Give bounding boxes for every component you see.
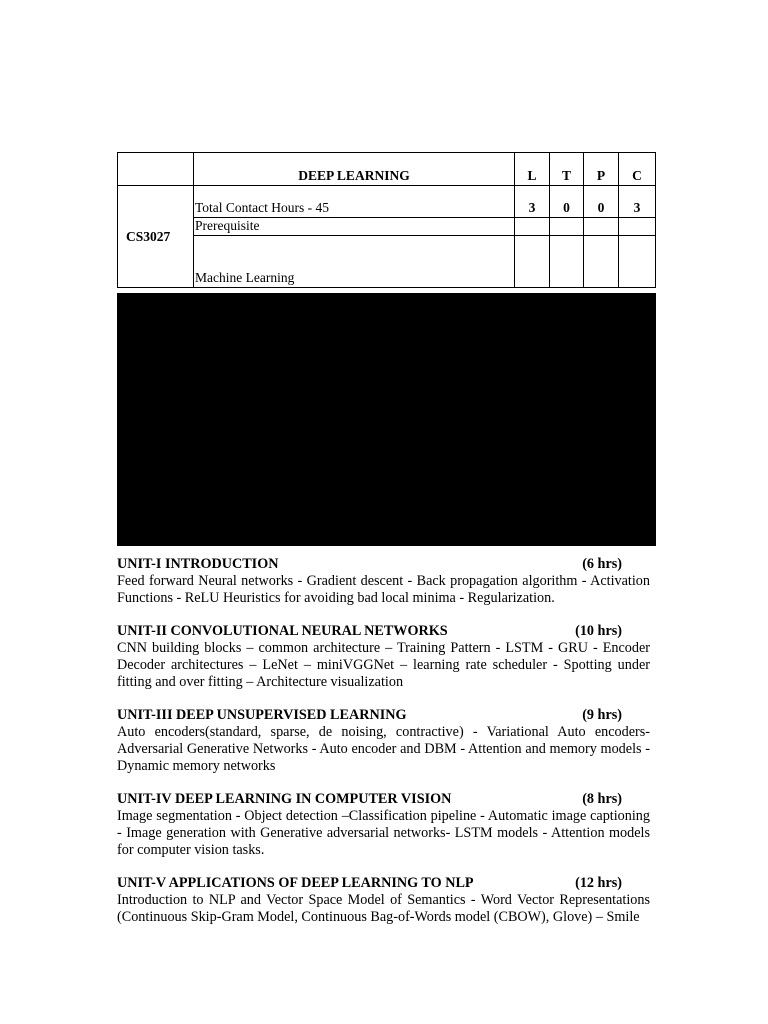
unit-hours: (8 hrs) xyxy=(582,791,622,807)
units-section xyxy=(117,556,650,942)
unit-hours: (12 hrs) xyxy=(575,875,622,891)
course-code: CS3027 xyxy=(118,186,194,288)
unit-title: UNIT-V APPLICATIONS OF DEEP LEARNING TO NLP xyxy=(117,875,474,891)
unit-hours: (10 hrs) xyxy=(575,623,622,639)
empty-cell xyxy=(619,236,656,288)
unit-title: UNIT-II CONVOLUTIONAL NEURAL NETWORKS xyxy=(117,623,448,639)
unit-5 xyxy=(117,875,650,926)
ltpc-value-t: 0 xyxy=(550,186,584,218)
ltpc-header-t: T xyxy=(550,153,584,186)
unit-heading xyxy=(117,791,650,808)
unit-heading xyxy=(117,556,650,573)
course-header-table xyxy=(117,152,656,288)
unit-body: CNN building blocks – common architecture – Training Pattern - LSTM - GRU - Encoder Decoder architectures – LeNet – miniVGGNet – learning rate scheduler - Spotting under fitting and over fitting – Architecture visualization xyxy=(117,640,650,690)
ltpc-header-p: P xyxy=(584,153,619,186)
empty-cell xyxy=(550,218,584,236)
unit-4 xyxy=(117,791,650,859)
unit-title: UNIT-III DEEP UNSUPERVISED LEARNING xyxy=(117,707,407,723)
unit-heading xyxy=(117,623,650,640)
prerequisite-value: Machine Learning xyxy=(194,236,515,288)
empty-cell xyxy=(550,236,584,288)
prerequisite-label: Prerequisite xyxy=(194,218,515,236)
unit-body: Introduction to NLP and Vector Space Model of Semantics - Word Vector Representations (Continuous Skip-Gram Model, Continuous Bag-of-Words model (CBOW), Glove) – Smile xyxy=(117,892,650,925)
empty-code-cell xyxy=(118,153,194,186)
ltpc-header-l: L xyxy=(515,153,550,186)
unit-2 xyxy=(117,623,650,691)
course-title: DEEP LEARNING xyxy=(194,153,515,186)
empty-cell xyxy=(515,236,550,288)
contact-hours: Total Contact Hours - 45 xyxy=(194,186,515,218)
unit-title: UNIT-I INTRODUCTION xyxy=(117,556,279,572)
empty-cell xyxy=(515,218,550,236)
ltpc-value-l: 3 xyxy=(515,186,550,218)
unit-body: Feed forward Neural networks - Gradient descent - Back propagation algorithm - Activation Functions - ReLU Heuristics for avoiding bad local minima - Regularization. xyxy=(117,573,650,606)
unit-3 xyxy=(117,707,650,775)
ltpc-value-p: 0 xyxy=(584,186,619,218)
empty-cell xyxy=(584,236,619,288)
unit-hours: (9 hrs) xyxy=(582,707,622,723)
empty-cell xyxy=(584,218,619,236)
unit-heading xyxy=(117,875,650,892)
unit-hours: (6 hrs) xyxy=(582,556,622,572)
unit-heading xyxy=(117,707,650,724)
empty-cell xyxy=(619,218,656,236)
redacted-block xyxy=(117,293,656,546)
unit-body: Auto encoders(standard, sparse, de noising, contractive) - Variational Auto encoders- Adversarial Generative Networks - Auto encoder and DBM - Attention and memory models - Dynamic memory networks xyxy=(117,724,650,774)
unit-1 xyxy=(117,556,650,607)
unit-title: UNIT-IV DEEP LEARNING IN COMPUTER VISION xyxy=(117,791,452,807)
unit-body: Image segmentation - Object detection –Classification pipeline - Automatic image captioning - Image generation with Generative adversarial networks- LSTM models - Attention models for computer vision tasks. xyxy=(117,808,650,858)
ltpc-value-c: 3 xyxy=(619,186,656,218)
ltpc-header-c: C xyxy=(619,153,656,186)
